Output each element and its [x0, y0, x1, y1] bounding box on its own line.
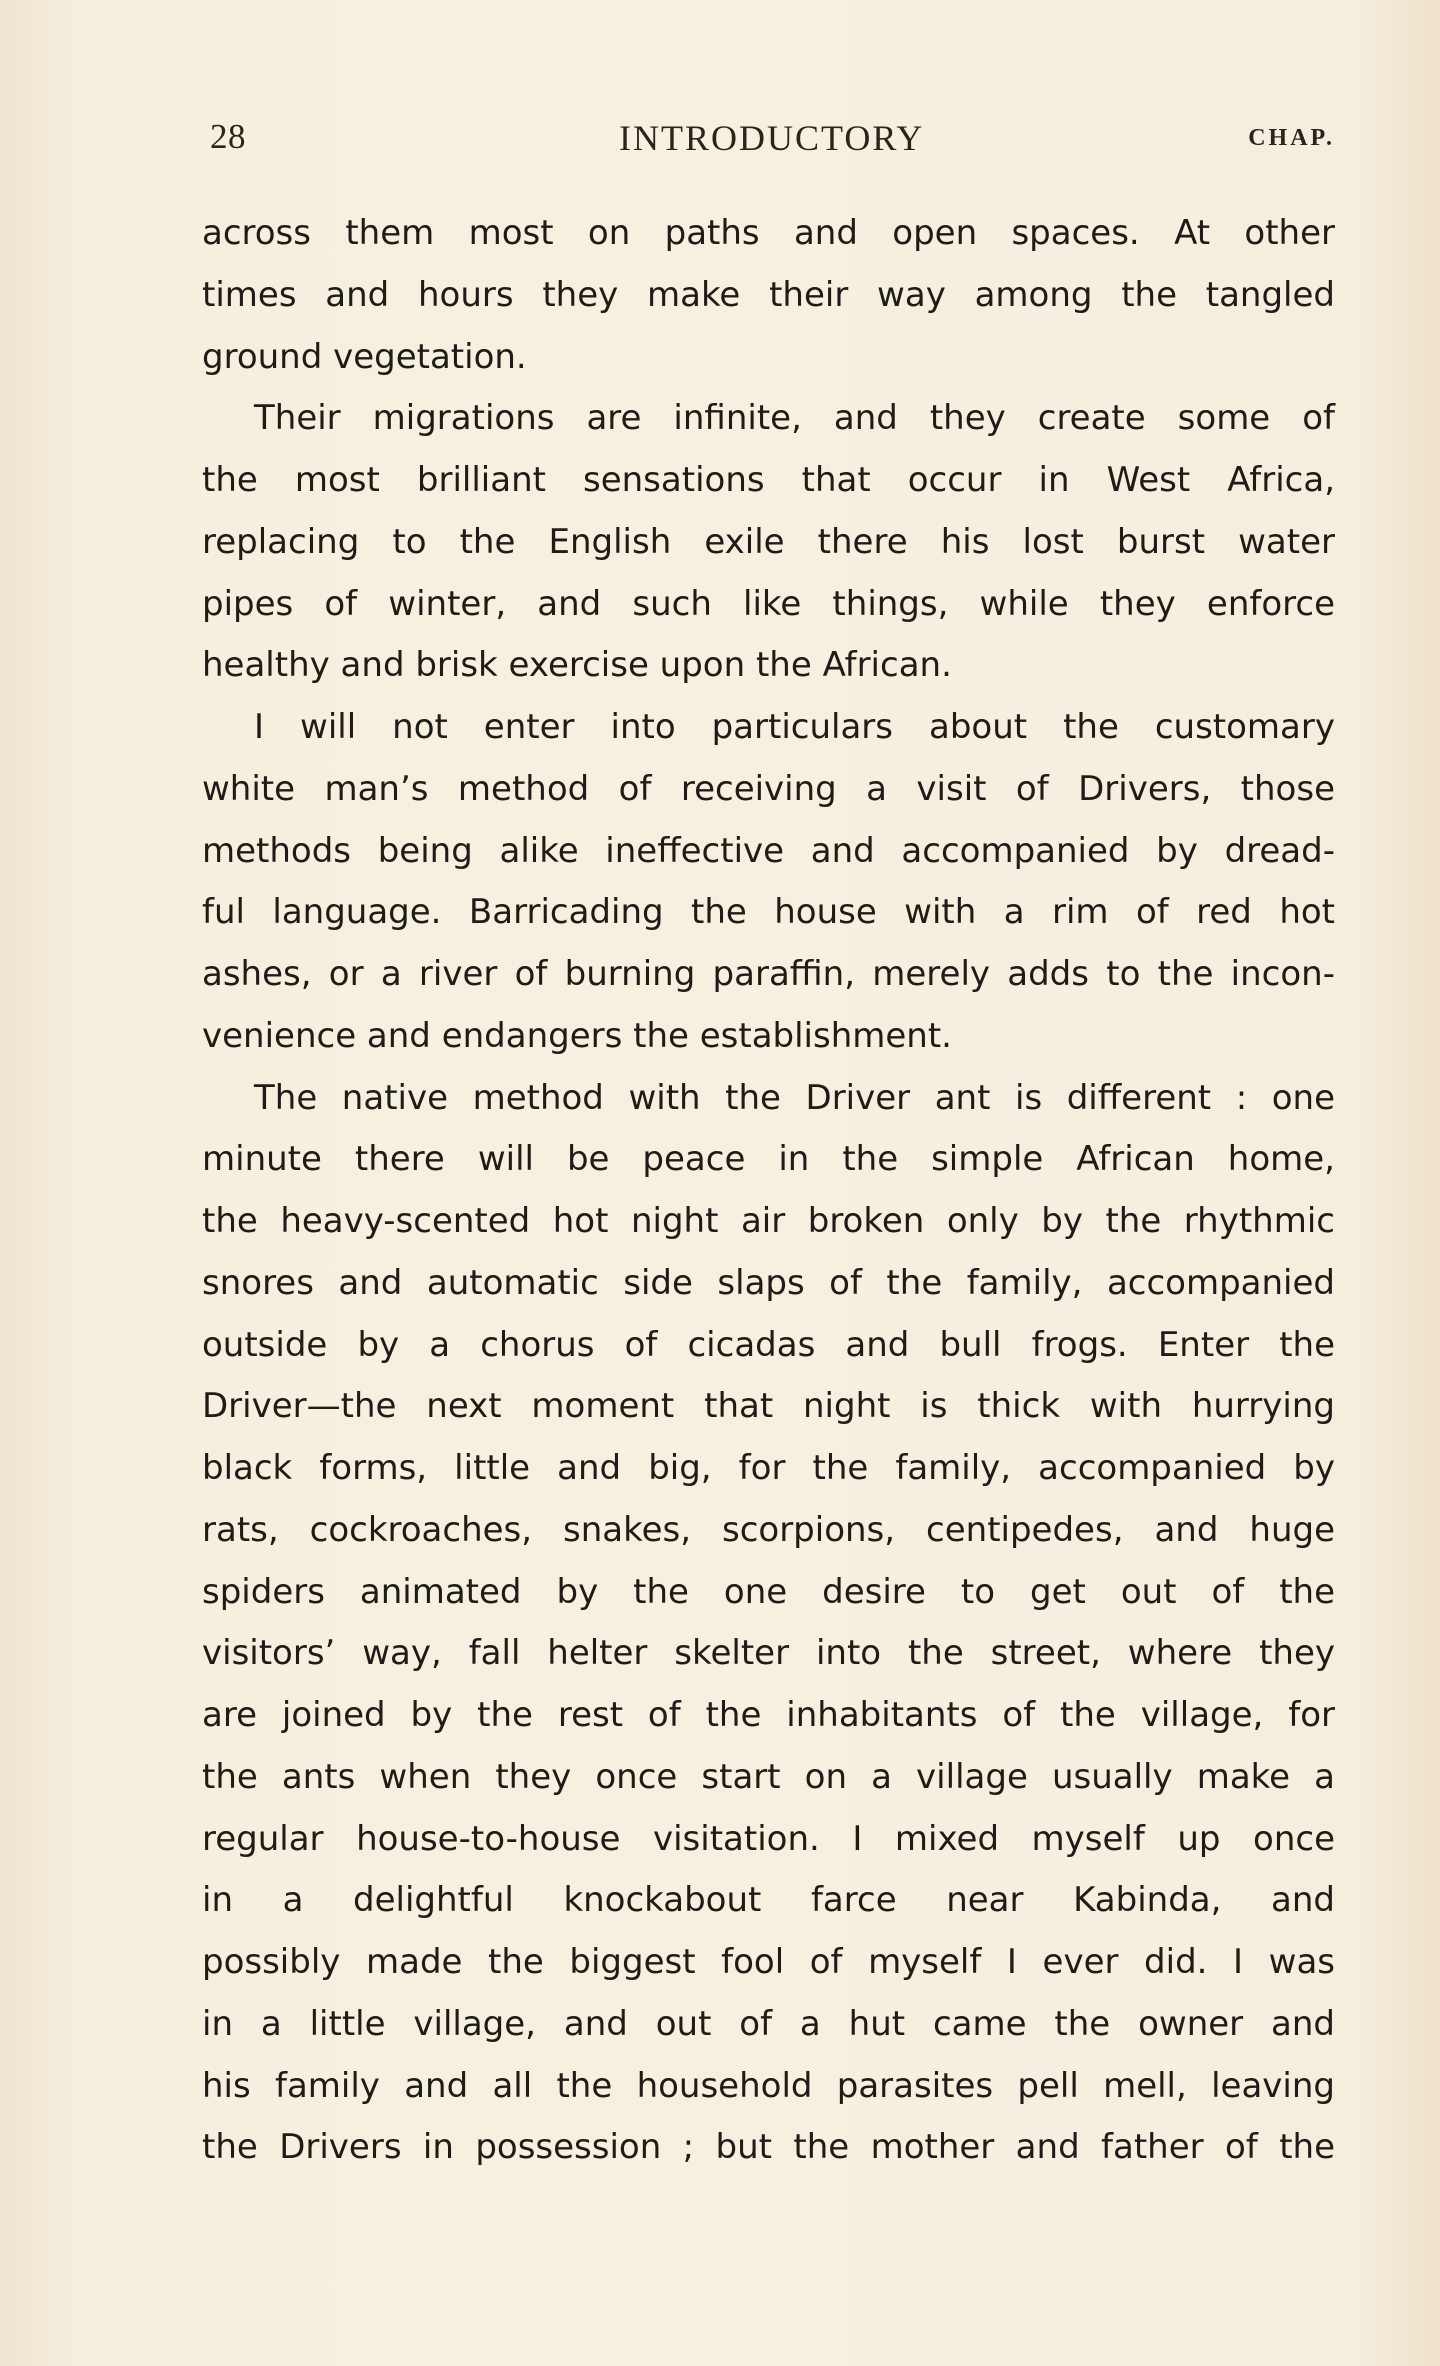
- text-line: black forms, little and big, for the family, accompanied by: [202, 1448, 1335, 1488]
- page-number: 28: [210, 117, 246, 156]
- text-line: Their migrations are infinite, and they create some of: [254, 398, 1335, 439]
- text-line: healthy and brisk exercise upon the African.: [202, 645, 952, 686]
- text-line: ashes, or a river of burning paraffin, merely adds to the incon-: [202, 954, 1335, 994]
- text-line: spiders animated by the one desire to get out of the: [202, 1571, 1335, 1612]
- text-line: times and hours they make their way among the tangled: [202, 274, 1335, 315]
- text-line: replacing to the English exile there his lost burst water: [202, 521, 1335, 562]
- text-line: regular house-to-house visitation. I mixed myself up once: [202, 1818, 1335, 1859]
- text-line: I will not enter into particulars about the customary: [254, 707, 1335, 747]
- text-line: venience and endangers the establishment.: [202, 1015, 952, 1056]
- text-line: the heavy-scented hot night air broken only by the rhythmic: [202, 1201, 1335, 1241]
- text-line: methods being alike ineffective and accompanied by dread-: [202, 830, 1335, 871]
- text-line: snores and automatic side slaps of the family, accompanied: [202, 1262, 1335, 1303]
- running-title: INTRODUCTORY: [619, 118, 925, 158]
- text-line: in a little village, and out of a hut came the owner and: [202, 2003, 1335, 2044]
- chapter-label: CHAP.: [1248, 125, 1335, 151]
- text-line: his family and all the household parasites pell mell, leaving: [202, 2065, 1335, 2106]
- text-line: the ants when they once start on a village usually make a: [202, 1756, 1335, 1797]
- running-head: [210, 113, 1335, 163]
- text-line: rats, cockroaches, snakes, scorpions, centipedes, and huge: [202, 1509, 1335, 1550]
- text-line: pipes of winter, and such like things, while they enforce: [202, 583, 1335, 624]
- text-line: ground vegetation.: [202, 336, 527, 377]
- text-line: across them most on paths and open spaces. At other: [202, 213, 1335, 253]
- text-line: ful language. Barricading the house with a rim of red hot: [202, 892, 1335, 933]
- text-line: possibly made the biggest fool of myself I ever did. I was: [202, 1942, 1335, 1982]
- text-line: The native method with the Driver ant is different : one: [254, 1077, 1335, 1118]
- text-line: in a delightful knockabout farce near Kabinda, and: [202, 1880, 1335, 1921]
- text-line: white man’s method of receiving a visit of Drivers, those: [202, 768, 1335, 809]
- text-line: the most brilliant sensations that occur in West Africa,: [202, 460, 1335, 500]
- text-line: are joined by the rest of the inhabitants of the village, for: [202, 1695, 1335, 1735]
- body-text: [202, 203, 1335, 2179]
- text-line: outside by a chorus of cicadas and bull frogs. Enter the: [202, 1324, 1335, 1365]
- text-line: visitors’ way, fall helter skelter into the street, where they: [202, 1633, 1335, 1674]
- text-line: Driver—the next moment that night is thick with hurrying: [202, 1386, 1335, 1427]
- text-line: the Drivers in possession ; but the mother and father of the: [202, 2127, 1335, 2168]
- text-line: minute there will be peace in the simple African home,: [202, 1139, 1335, 1180]
